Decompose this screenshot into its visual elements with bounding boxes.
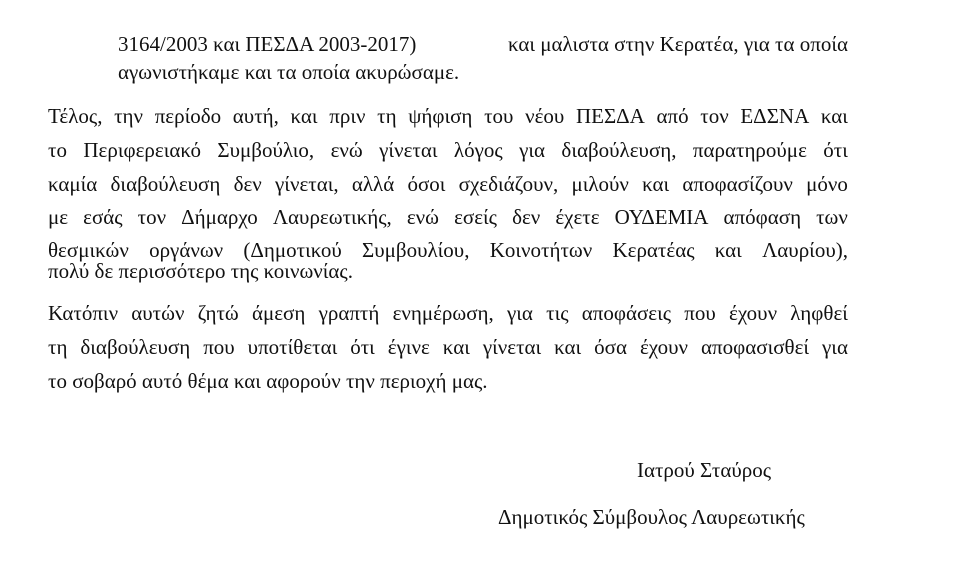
word: ότι [823,138,848,162]
word: αυτή, [232,104,279,128]
word: για [519,138,546,162]
paragraph-2-line: πολύ δε περισσότερο της κοινωνίας. [48,259,353,283]
signature-title: Δημοτικός Σύμβουλος Λαυρεωτικής [498,505,805,529]
word: τις [546,301,569,325]
paragraph-2-line [48,240,848,261]
word: Κοινοτήτων [489,238,593,262]
word: αποφασισθεί [701,335,810,359]
word: αποφασίζουν [682,172,793,196]
word: με [48,205,69,229]
word: έχουν [639,335,689,359]
word: την [114,104,144,128]
word: παρατηρούμε [692,138,807,162]
word: καμία [48,172,98,196]
word: ληφθεί [790,301,848,325]
word: Κατόπιν [48,301,119,325]
word: από [656,104,689,128]
paragraph-3-line [48,337,848,358]
intro-line-2: αγωνιστήκαμε και τα οποία ακυρώσαμε. [118,60,460,84]
word: γίνεται [482,335,542,359]
word: αποφάσεις [581,301,672,325]
word: το [48,138,67,162]
word: ΠΕΣΔΑ [575,104,645,128]
word: ζητώ [197,301,239,325]
paragraph-2-line [48,140,848,161]
word: εσάς [83,205,123,229]
word: απόφαση [723,205,802,229]
word: λόγος [453,138,503,162]
word: αυτών [131,301,185,325]
word: τον [700,104,729,128]
word: για [822,335,848,359]
word: και [290,104,318,128]
word: διαβούλευση [80,335,191,359]
word: εσείς [454,205,497,229]
word: πριν [329,104,366,128]
intro-line-1-left: 3164/2003 και ΠΕΣΔΑ 2003-2017) [118,32,417,56]
word: τον [137,205,167,229]
word: και [714,238,742,262]
word: έχουν [729,301,778,325]
word: δεν [512,205,541,229]
word: όσα [594,335,627,359]
intro-line-1-right: και μαλιστα στην Κερατέα, για τα οποία [508,32,848,56]
word: Συμβουλίου, [362,238,470,262]
word: όσοι [407,172,446,196]
word: διαβούλευση, [561,138,677,162]
word: υποτίθεται [247,335,338,359]
word: και [642,172,670,196]
word: γίνεται, [275,172,339,196]
word: περίοδο [154,104,222,128]
word: ότι [350,335,375,359]
word: και [554,335,582,359]
word: γραπτή [318,301,380,325]
word: και [442,335,470,359]
word: και [820,104,848,128]
word: Περιφερειακό [83,138,201,162]
signature-name: Ιατρού Σταύρος [637,458,772,482]
word: τη [377,104,397,128]
paragraph-3-line: το σοβαρό αυτό θέμα και αφορούν την περιοχή μας. [48,369,488,393]
word: αλλά [351,172,395,196]
word: μόνο [806,172,848,196]
word: θεσμικών [48,238,129,262]
word: σχεδιάζουν, [458,172,559,196]
word: ενώ [330,138,363,162]
word: Κερατέας [612,238,695,262]
word: ΟΥΔΕΜΙΑ [614,205,709,229]
word: γίνεται [379,138,438,162]
word: νέου [525,104,565,128]
word: (Δημοτικού [243,238,342,262]
word: μιλούν [571,172,629,196]
word: διαβούλευση [110,172,221,196]
paragraph-3-line [48,303,848,324]
word: των [816,205,848,229]
word: ενημέρωση, [392,301,494,325]
word: ψήφιση [408,104,473,128]
word: έχετε [555,205,600,229]
word: τη [48,335,68,359]
word: έγινε [387,335,430,359]
paragraph-2-line [48,207,848,228]
word: άμεση [251,301,306,325]
word: Λαυρεωτικής, [272,205,392,229]
word: οργάνων [149,238,224,262]
word: δεν [233,172,262,196]
word: που [203,335,235,359]
paragraph-2-line [48,174,848,195]
word: Τέλος, [48,104,103,128]
word: Λαυρίου), [762,238,848,262]
intro-line-1 [118,34,848,55]
word: για [507,301,533,325]
word: Συμβούλιο, [217,138,315,162]
word: Δήμαρχο [181,205,258,229]
word: ενώ [406,205,439,229]
word: που [684,301,716,325]
paragraph-2-line [48,106,848,127]
word: του [484,104,514,128]
word: ΕΔΣΝΑ [740,104,810,128]
